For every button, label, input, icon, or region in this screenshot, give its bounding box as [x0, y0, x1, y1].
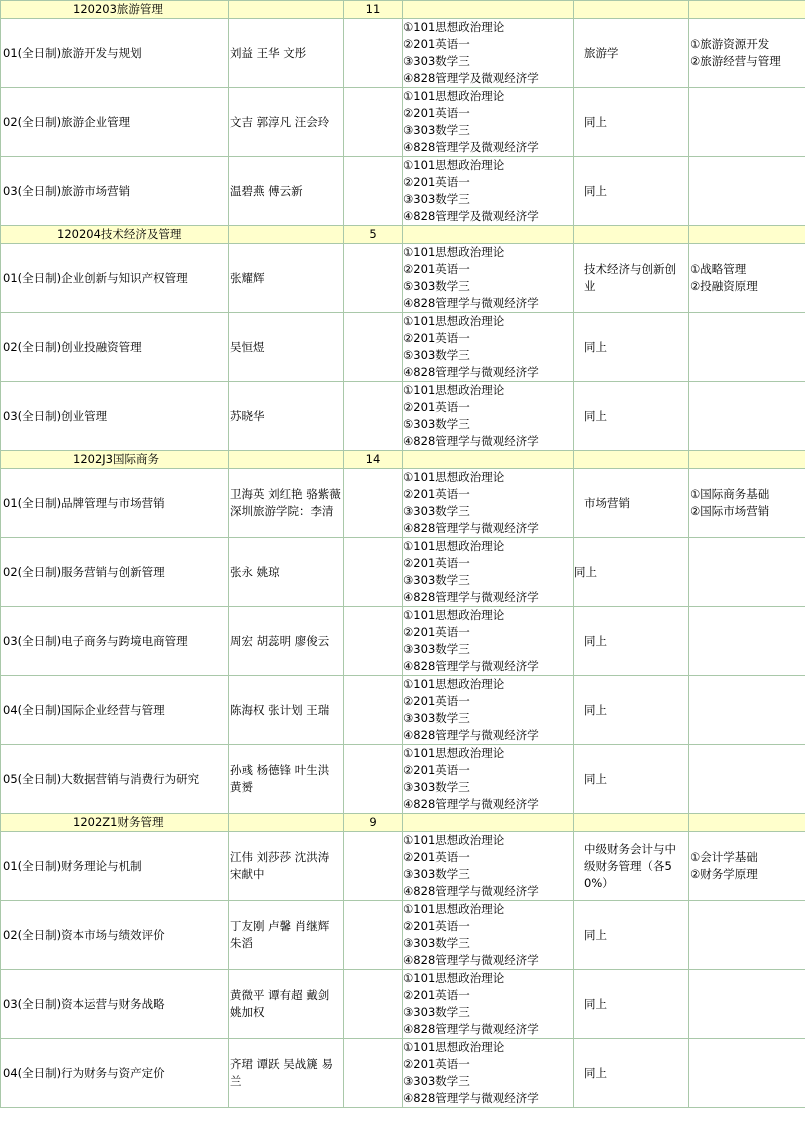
empty-cell — [229, 451, 343, 468]
exam-subject-line: ③303数学三 — [403, 573, 470, 587]
empty-cell — [229, 814, 343, 831]
empty-cell — [344, 244, 402, 312]
exam-subjects — [403, 538, 573, 606]
empty-cell — [344, 745, 402, 813]
empty-cell — [344, 970, 402, 1038]
table-row — [1, 901, 805, 969]
empty-cell — [229, 226, 343, 243]
empty-cell — [344, 382, 402, 450]
advisors: 刘益 王华 文彤 — [229, 19, 343, 87]
table-row — [1, 1039, 805, 1107]
research-direction: 02(全日制)服务营销与创新管理 — [1, 538, 228, 606]
exam-subject-line: ①101思想政治理论 — [403, 245, 505, 259]
table-body — [1, 1, 805, 1107]
empty-cell — [344, 313, 402, 381]
table-row — [1, 313, 805, 381]
exam-subject-line: ④828管理学与微观经济学 — [403, 1022, 539, 1036]
empty-cell — [344, 19, 402, 87]
exam-subjects — [403, 313, 573, 381]
empty-cell — [574, 1, 688, 18]
advisors: 苏晓华 — [229, 382, 343, 450]
exam-subjects — [403, 901, 573, 969]
table-row — [1, 469, 805, 537]
research-direction: 03(全日制)电子商务与跨境电商管理 — [1, 607, 228, 675]
exam-subject-line: ④828管理学及微观经济学 — [403, 71, 539, 85]
exam-subjects — [403, 1039, 573, 1107]
exam-subject-line: ①101思想政治理论 — [403, 158, 505, 172]
research-direction: 02(全日制)创业投融资管理 — [1, 313, 228, 381]
exam-subject-line: ①101思想政治理论 — [403, 383, 505, 397]
reference-material: 旅游学 — [574, 19, 688, 87]
exam-subject-line: ②201英语一 — [403, 262, 470, 276]
exam-subject-line: ①101思想政治理论 — [403, 608, 505, 622]
reference-material: 市场营销 — [574, 469, 688, 537]
exam-subject-line: ④828管理学与微观经济学 — [403, 659, 539, 673]
exam-subject-line: ①101思想政治理论 — [403, 833, 505, 847]
exam-subject-line: ③303数学三 — [403, 192, 470, 206]
retest-subjects — [689, 607, 805, 675]
exam-subjects — [403, 676, 573, 744]
empty-cell — [574, 814, 688, 831]
exam-subject-line: ⑤303数学三 — [403, 417, 470, 431]
exam-subject-line: ⑤303数学三 — [403, 348, 470, 362]
exam-subject-line: ④828管理学与微观经济学 — [403, 590, 539, 604]
research-direction: 02(全日制)资本市场与绩效评价 — [1, 901, 228, 969]
exam-subject-line: ①101思想政治理论 — [403, 746, 505, 760]
major-code-name: 1202J3国际商务 — [1, 451, 228, 468]
retest-subjects — [689, 382, 805, 450]
exam-subject-line: ③303数学三 — [403, 780, 470, 794]
major-header-row — [1, 226, 805, 243]
exam-subject-line: ④828管理学与微观经济学 — [403, 953, 539, 967]
advisors: 丁友刚 卢馨 肖继辉 朱滔 — [229, 901, 343, 969]
table-row — [1, 607, 805, 675]
empty-cell — [344, 157, 402, 225]
exam-subjects — [403, 469, 573, 537]
exam-subject-line: ②201英语一 — [403, 625, 470, 639]
table-row — [1, 157, 805, 225]
retest-subject-line: ①会计学基础 — [690, 850, 758, 864]
retest-subjects — [689, 832, 805, 900]
research-direction: 02(全日制)旅游企业管理 — [1, 88, 228, 156]
empty-cell — [689, 1, 805, 18]
research-direction: 04(全日制)国际企业经营与管理 — [1, 676, 228, 744]
retest-subject-line: ①战略管理 — [690, 262, 747, 276]
table-row — [1, 745, 805, 813]
empty-cell — [574, 451, 688, 468]
exam-subject-line: ④828管理学与微观经济学 — [403, 1091, 539, 1105]
exam-subjects — [403, 157, 573, 225]
exam-subject-line: ③303数学三 — [403, 711, 470, 725]
exam-subject-line: ①101思想政治理论 — [403, 677, 505, 691]
retest-subjects — [689, 970, 805, 1038]
empty-cell — [344, 469, 402, 537]
empty-cell — [344, 676, 402, 744]
research-direction: 03(全日制)创业管理 — [1, 382, 228, 450]
major-code-name: 120204技术经济及管理 — [1, 226, 228, 243]
table-row — [1, 676, 805, 744]
retest-subjects — [689, 901, 805, 969]
major-header-row — [1, 814, 805, 831]
exam-subject-line: ①101思想政治理论 — [403, 539, 505, 553]
empty-cell — [344, 1039, 402, 1107]
exam-subject-line: ②201英语一 — [403, 763, 470, 777]
table-row — [1, 970, 805, 1038]
advisors: 齐珺 谭跃 吴战篪 易兰 — [229, 1039, 343, 1107]
major-header-row — [1, 451, 805, 468]
research-direction: 01(全日制)旅游开发与规划 — [1, 19, 228, 87]
advisors: 文吉 郭淳凡 汪会玲 — [229, 88, 343, 156]
exam-subject-line: ④828管理学与微观经济学 — [403, 797, 539, 811]
enrollment-count: 11 — [344, 1, 402, 18]
retest-subjects — [689, 469, 805, 537]
exam-subject-line: ③303数学三 — [403, 1005, 470, 1019]
retest-subjects — [689, 1039, 805, 1107]
exam-subject-line: ③303数学三 — [403, 123, 470, 137]
exam-subjects — [403, 745, 573, 813]
empty-cell — [574, 226, 688, 243]
retest-subject-line: ②财务学原理 — [690, 867, 758, 881]
exam-subject-line: ①101思想政治理论 — [403, 470, 505, 484]
exam-subject-line: ①101思想政治理论 — [403, 89, 505, 103]
research-direction: 03(全日制)旅游市场营销 — [1, 157, 228, 225]
reference-material: 同上 — [574, 538, 688, 606]
advisors: 卫海英 刘红艳 骆紫薇 深圳旅游学院：李清 — [229, 469, 343, 537]
retest-subjects — [689, 676, 805, 744]
retest-subjects — [689, 745, 805, 813]
exam-subject-line: ③303数学三 — [403, 1074, 470, 1088]
table-row — [1, 382, 805, 450]
enrollment-count: 5 — [344, 226, 402, 243]
advisors: 周宏 胡蕊明 廖俊云 — [229, 607, 343, 675]
empty-cell — [403, 226, 573, 243]
reference-material: 同上 — [574, 157, 688, 225]
empty-cell — [344, 901, 402, 969]
research-direction: 01(全日制)财务理论与机制 — [1, 832, 228, 900]
exam-subject-line: ③303数学三 — [403, 642, 470, 656]
reference-material: 中级财务会计与中级财务管理（各50%） — [574, 832, 688, 900]
empty-cell — [689, 226, 805, 243]
table-row — [1, 538, 805, 606]
reference-material: 同上 — [574, 901, 688, 969]
exam-subject-line: ①101思想政治理论 — [403, 902, 505, 916]
exam-subject-line: ④828管理学及微观经济学 — [403, 140, 539, 154]
exam-subjects — [403, 607, 573, 675]
exam-subjects — [403, 244, 573, 312]
reference-material: 技术经济与创新创业 — [574, 244, 688, 312]
exam-subject-line: ②201英语一 — [403, 487, 470, 501]
exam-subject-line: ③303数学三 — [403, 504, 470, 518]
empty-cell — [344, 538, 402, 606]
advisors: 吴恒煜 — [229, 313, 343, 381]
exam-subject-line: ②201英语一 — [403, 175, 470, 189]
enrollment-count: 9 — [344, 814, 402, 831]
research-direction: 03(全日制)资本运营与财务战略 — [1, 970, 228, 1038]
advisors: 孙彧 杨德锋 叶生洪 黄赟 — [229, 745, 343, 813]
research-direction: 05(全日制)大数据营销与消费行为研究 — [1, 745, 228, 813]
exam-subject-line: ④828管理学与微观经济学 — [403, 434, 539, 448]
major-code-name: 120203旅游管理 — [1, 1, 228, 18]
advisors: 张耀辉 — [229, 244, 343, 312]
exam-subjects — [403, 970, 573, 1038]
exam-subject-line: ④828管理学与微观经济学 — [403, 296, 539, 310]
exam-subject-line: ③303数学三 — [403, 867, 470, 881]
retest-subjects — [689, 88, 805, 156]
empty-cell — [403, 814, 573, 831]
exam-subject-line: ④828管理学与微观经济学 — [403, 728, 539, 742]
empty-cell — [229, 1, 343, 18]
major-header-row — [1, 1, 805, 18]
retest-subjects — [689, 538, 805, 606]
exam-subject-line: ②201英语一 — [403, 37, 470, 51]
exam-subjects — [403, 88, 573, 156]
table-row — [1, 88, 805, 156]
exam-subject-line: ②201英语一 — [403, 1057, 470, 1071]
research-direction: 01(全日制)品牌管理与市场营销 — [1, 469, 228, 537]
empty-cell — [689, 814, 805, 831]
exam-subject-line: ①101思想政治理论 — [403, 20, 505, 34]
retest-subject-line: ①国际商务基础 — [690, 487, 770, 501]
exam-subject-line: ④828管理学与微观经济学 — [403, 365, 539, 379]
major-code-name: 1202Z1财务管理 — [1, 814, 228, 831]
reference-material: 同上 — [574, 382, 688, 450]
exam-subject-line: ②201英语一 — [403, 919, 470, 933]
empty-cell — [344, 607, 402, 675]
advisors: 张永 姚琼 — [229, 538, 343, 606]
advisors: 黄微平 谭有超 戴剑 姚加权 — [229, 970, 343, 1038]
retest-subjects — [689, 244, 805, 312]
retest-subject-line: ①旅游资源开发 — [690, 37, 770, 51]
exam-subject-line: ②201英语一 — [403, 400, 470, 414]
exam-subjects — [403, 832, 573, 900]
reference-material: 同上 — [574, 745, 688, 813]
exam-subject-line: ②201英语一 — [403, 850, 470, 864]
retest-subjects — [689, 157, 805, 225]
reference-material: 同上 — [574, 607, 688, 675]
exam-subject-line: ①101思想政治理论 — [403, 314, 505, 328]
reference-material: 同上 — [574, 676, 688, 744]
exam-subject-line: ②201英语一 — [403, 331, 470, 345]
empty-cell — [344, 832, 402, 900]
exam-subject-line: ②201英语一 — [403, 694, 470, 708]
table-row — [1, 244, 805, 312]
exam-subject-line: ④828管理学与微观经济学 — [403, 884, 539, 898]
retest-subject-line: ②国际市场营销 — [690, 504, 770, 518]
exam-subject-line: ②201英语一 — [403, 988, 470, 1002]
research-direction: 01(全日制)企业创新与知识产权管理 — [1, 244, 228, 312]
exam-subject-line: ③303数学三 — [403, 54, 470, 68]
retest-subject-line: ②投融资原理 — [690, 279, 758, 293]
table-row — [1, 19, 805, 87]
empty-cell — [403, 451, 573, 468]
exam-subject-line: ④828管理学及微观经济学 — [403, 209, 539, 223]
exam-subject-line: ④828管理学与微观经济学 — [403, 521, 539, 535]
exam-subject-line: ⑤303数学三 — [403, 279, 470, 293]
empty-cell — [344, 88, 402, 156]
advisors: 江伟 刘莎莎 沈洪涛 宋献中 — [229, 832, 343, 900]
empty-cell — [689, 451, 805, 468]
exam-subject-line: ①101思想政治理论 — [403, 971, 505, 985]
retest-subjects — [689, 313, 805, 381]
exam-subject-line: ③303数学三 — [403, 936, 470, 950]
advisors: 温碧燕 傅云新 — [229, 157, 343, 225]
reference-material: 同上 — [574, 313, 688, 381]
empty-cell — [403, 1, 573, 18]
exam-subject-line: ②201英语一 — [403, 106, 470, 120]
advisors: 陈海权 张计划 王瑞 — [229, 676, 343, 744]
exam-subject-line: ②201英语一 — [403, 556, 470, 570]
reference-material: 同上 — [574, 970, 688, 1038]
table-row — [1, 832, 805, 900]
exam-subjects — [403, 382, 573, 450]
research-direction: 04(全日制)行为财务与资产定价 — [1, 1039, 228, 1107]
exam-subjects — [403, 19, 573, 87]
retest-subject-line: ②旅游经营与管理 — [690, 54, 781, 68]
retest-subjects — [689, 19, 805, 87]
enrollment-count: 14 — [344, 451, 402, 468]
reference-material: 同上 — [574, 88, 688, 156]
exam-subject-line: ①101思想政治理论 — [403, 1040, 505, 1054]
reference-material: 同上 — [574, 1039, 688, 1107]
